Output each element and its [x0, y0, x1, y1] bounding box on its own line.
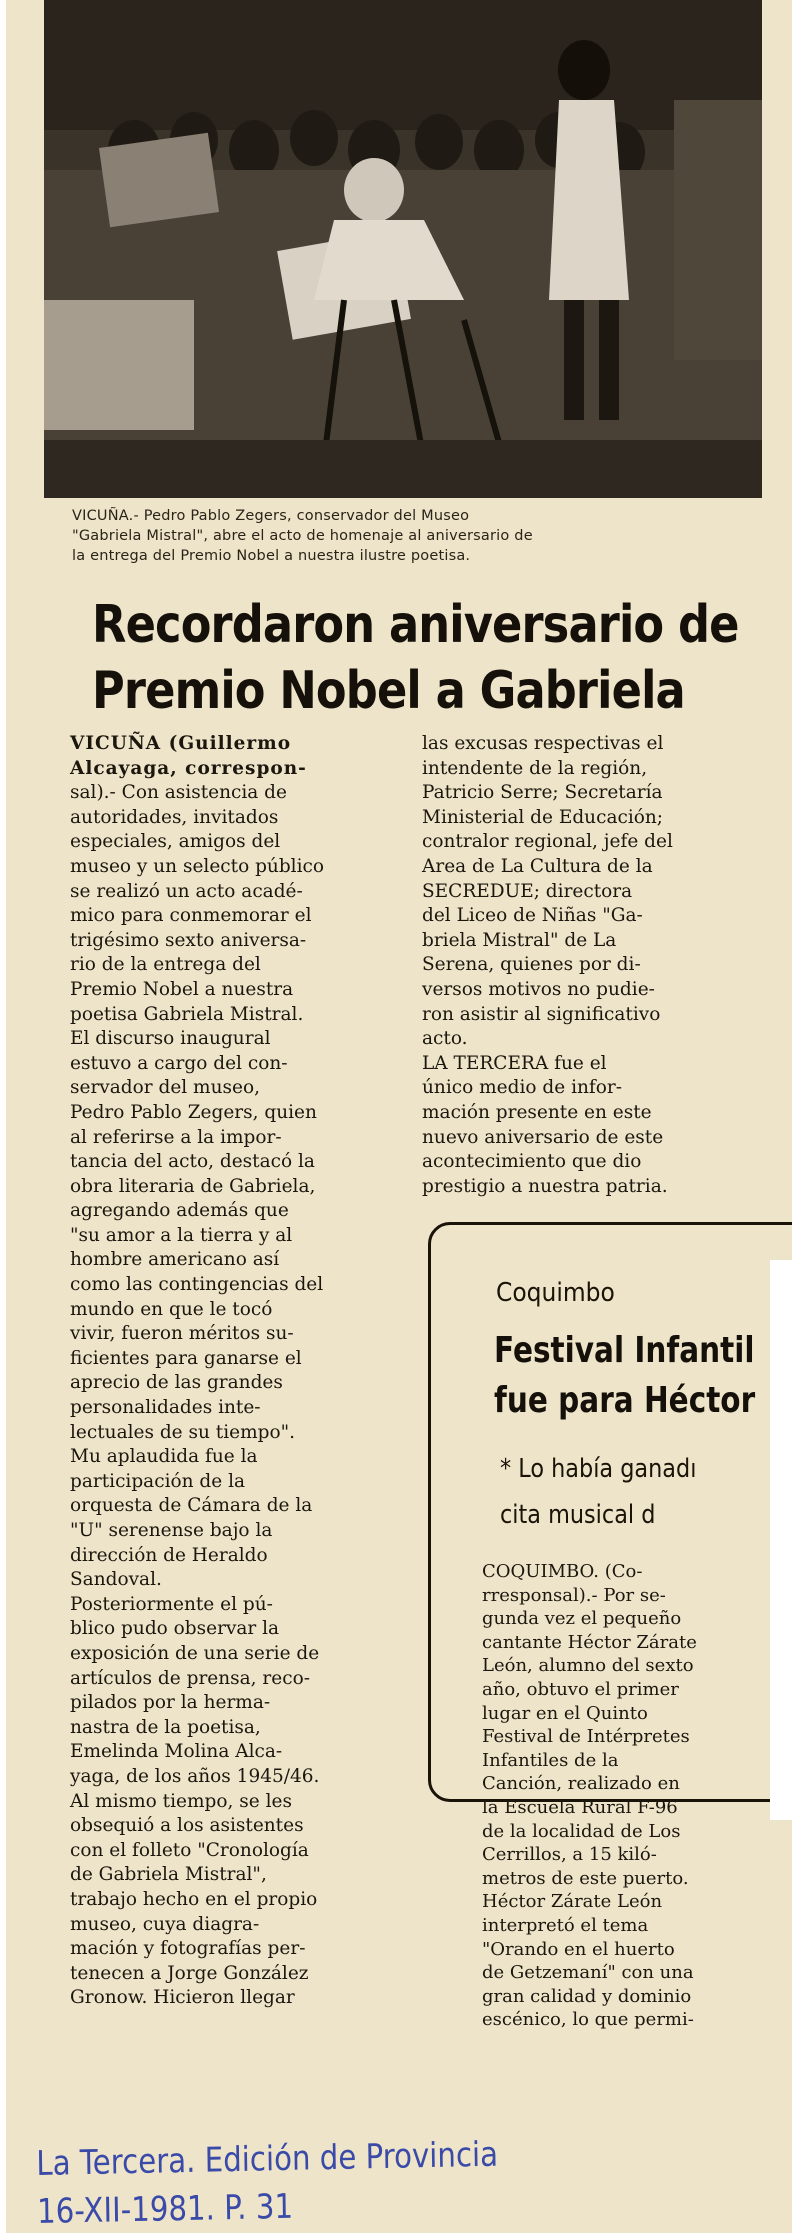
- text-line: Mu aplaudida fue la: [70, 1446, 258, 1468]
- text-line: lugar en el Quinto: [482, 1702, 648, 1724]
- text-line: tancia del acto, destacó la: [70, 1151, 315, 1173]
- text-line: Posteriormente el pú-: [70, 1593, 273, 1615]
- text-line: de la localidad de Los: [482, 1820, 681, 1842]
- handwritten-source-note: [36, 2131, 499, 2233]
- text-line: la Escuela Rural F-96: [482, 1796, 678, 1818]
- text-line: Canción, realizado en: [482, 1773, 680, 1795]
- text-line: COQUIMBO. (Co-: [482, 1561, 643, 1582]
- text-line: Ministerial de Educación;: [422, 806, 664, 828]
- text-line: autoridades, invitados: [70, 806, 279, 828]
- text-line: tenecen a Jorge González: [70, 1962, 309, 1984]
- sidebar-subheadline: [500, 1446, 696, 1538]
- text-line: "U" serenense bajo la: [70, 1520, 273, 1541]
- text-line: VICUÑA (Guillermo: [70, 733, 292, 754]
- text-line: de Getzemaní" con una: [482, 1962, 694, 1984]
- article-column-1: [70, 732, 370, 2011]
- text-line: acontecimiento que dio: [422, 1151, 642, 1173]
- text-line: personalidades inte-: [70, 1397, 261, 1419]
- photo-caption: [72, 506, 752, 566]
- text-line: metros de este puerto.: [482, 1867, 689, 1889]
- article-headline: [92, 592, 739, 724]
- sidebar-kicker: Coquimbo: [496, 1278, 615, 1308]
- text-line: artículos de prensa, reco-: [70, 1667, 310, 1689]
- text-line: Sandoval.: [70, 1569, 162, 1591]
- text-line: las excusas respectivas el: [422, 733, 664, 754]
- text-line: gran calidad y dominio: [482, 1985, 692, 2007]
- text-line: briela Mistral" de La: [422, 929, 617, 951]
- text-line: año, obtuvo el primer: [482, 1678, 679, 1700]
- text-line: sal).- Con asistencia de: [70, 782, 287, 804]
- text-line: Héctor Zárate León: [482, 1891, 663, 1913]
- handwritten-line: 16-XII-1981. P. 31: [36, 2186, 294, 2232]
- text-line: Area de La Cultura de la: [422, 855, 653, 877]
- text-line: LA TERCERA fue el: [422, 1052, 607, 1074]
- text-line: gunda vez el pequeño: [482, 1608, 682, 1630]
- text-line: rio de la entrega del: [70, 954, 261, 976]
- text-line: aprecio de las grandes: [70, 1372, 283, 1394]
- text-line: al referirse a la impor-: [70, 1126, 282, 1148]
- text-line: "su amor a la tierra y al: [70, 1224, 293, 1246]
- text-line: trigésimo sexto aniversa-: [70, 929, 307, 951]
- text-line: Patricio Serre; Secretaría: [422, 782, 663, 804]
- text-line: se realizó un acto acadé-: [70, 880, 303, 902]
- text-line: mico para conmemorar el: [70, 905, 312, 927]
- text-line: dirección de Heraldo: [70, 1544, 268, 1566]
- text-line: interpretó el tema: [482, 1914, 649, 1936]
- text-line: lectuales de su tiempo".: [70, 1421, 296, 1443]
- text-line: como las contingencias del: [70, 1274, 324, 1296]
- text-line: del Liceo de Niñas "Ga-: [422, 905, 643, 927]
- text-line: Serena, quienes por di-: [422, 954, 641, 976]
- text-line: Emelinda Molina Alca-: [70, 1741, 283, 1763]
- photo-illustration: [44, 0, 762, 498]
- text-line: prestigio a nuestra patria.: [422, 1175, 668, 1197]
- sidebar-headline-line: fue para Héctor: [494, 1380, 756, 1421]
- text-line: intendente de la región,: [422, 757, 648, 779]
- text-line: único medio de infor-: [422, 1077, 622, 1099]
- clipping-edge: [770, 1260, 800, 1820]
- text-line: vivir, fueron méritos su-: [70, 1323, 294, 1345]
- caption-line: VICUÑA.- Pedro Pablo Zegers, conservador del Museo: [72, 508, 470, 524]
- article-column-2: [422, 732, 747, 1199]
- text-line: escénico, lo que permi-: [482, 2009, 694, 2031]
- text-line: "Orando en el huerto: [482, 1938, 675, 1960]
- text-line: museo, cuya diagra-: [70, 1913, 260, 1935]
- text-line: especiales, amigos del: [70, 831, 281, 853]
- text-line: Alcayaga, correspon-: [70, 757, 307, 779]
- sidebar-article-body: [482, 1560, 744, 2032]
- text-line: yaga, de los años 1945/46.: [70, 1765, 320, 1787]
- text-line: Festival de Intérpretes: [482, 1726, 690, 1748]
- text-line: cantante Héctor Zárate: [482, 1631, 697, 1653]
- text-line: versos motivos no pudie-: [422, 978, 655, 1000]
- text-line: poetisa Gabriela Mistral.: [70, 1003, 304, 1025]
- text-line: mación y fotografías per-: [70, 1938, 306, 1960]
- text-line: Pedro Pablo Zegers, quien: [70, 1101, 317, 1123]
- text-line: trabajo hecho en el propio: [70, 1888, 318, 1910]
- text-line: Infantiles de la: [482, 1749, 619, 1771]
- text-line: rresponsal).- Por se-: [482, 1584, 666, 1606]
- text-line: SECREDUE; directora: [422, 880, 633, 902]
- text-line: exposición de una serie de: [70, 1642, 320, 1664]
- headline-line: Recordaron aniversario de: [92, 595, 739, 655]
- text-line: museo y un selecto público: [70, 855, 325, 877]
- text-line: blico pudo observar la: [70, 1618, 280, 1640]
- text-line: Gronow. Hicieron llegar: [70, 1987, 295, 2009]
- headline-line: Premio Nobel a Gabriela: [92, 661, 685, 721]
- text-line: acto.: [422, 1028, 468, 1050]
- handwritten-line: La Tercera. Edición de Provincia: [36, 2134, 499, 2184]
- caption-line: la entrega del Premio Nobel a nuestra ilustre poetisa.: [72, 548, 471, 564]
- text-line: pilados por la herma-: [70, 1692, 271, 1714]
- article-photo: [44, 0, 762, 498]
- text-line: de Gabriela Mistral",: [70, 1864, 267, 1886]
- text-line: orquesta de Cámara de la: [70, 1495, 313, 1517]
- text-line: obsequió a los asistentes: [70, 1815, 304, 1837]
- text-line: Premio Nobel a nuestra: [70, 978, 294, 1000]
- text-line: nuevo aniversario de este: [422, 1126, 664, 1148]
- text-line: El discurso inaugural: [70, 1028, 271, 1050]
- text-line: ron asistir al significativo: [422, 1003, 661, 1025]
- text-line: Cerrillos, a 15 kiló-: [482, 1844, 657, 1866]
- newspaper-clipping: [6, 0, 792, 2233]
- text-line: León, alumno del sexto: [482, 1655, 694, 1677]
- text-line: nastra de la poetisa,: [70, 1716, 261, 1738]
- sidebar-sub-line: cita musical d: [500, 1500, 656, 1530]
- sidebar-sub-line: * Lo había ganadı: [500, 1454, 697, 1484]
- text-line: Al mismo tiempo, se les: [70, 1790, 292, 1812]
- caption-line: "Gabriela Mistral", abre el acto de homenaje al aniversario de: [72, 528, 533, 544]
- text-line: obra literaria de Gabriela,: [70, 1175, 316, 1197]
- text-line: mación presente en este: [422, 1101, 652, 1123]
- text-line: con el folleto "Cronología: [70, 1839, 309, 1861]
- text-line: mundo en que le tocó: [70, 1298, 273, 1320]
- text-line: servador del museo,: [70, 1077, 260, 1099]
- text-line: hombre americano así: [70, 1249, 280, 1271]
- text-line: participación de la: [70, 1470, 246, 1492]
- text-line: ficientes para ganarse el: [70, 1347, 302, 1369]
- text-line: agregando además que: [70, 1200, 289, 1222]
- text-line: contralor regional, jefe del: [422, 831, 673, 853]
- text-line: estuvo a cargo del con-: [70, 1052, 288, 1074]
- sidebar-headline: [494, 1326, 755, 1426]
- sidebar-headline-line: Festival Infantil: [494, 1330, 755, 1371]
